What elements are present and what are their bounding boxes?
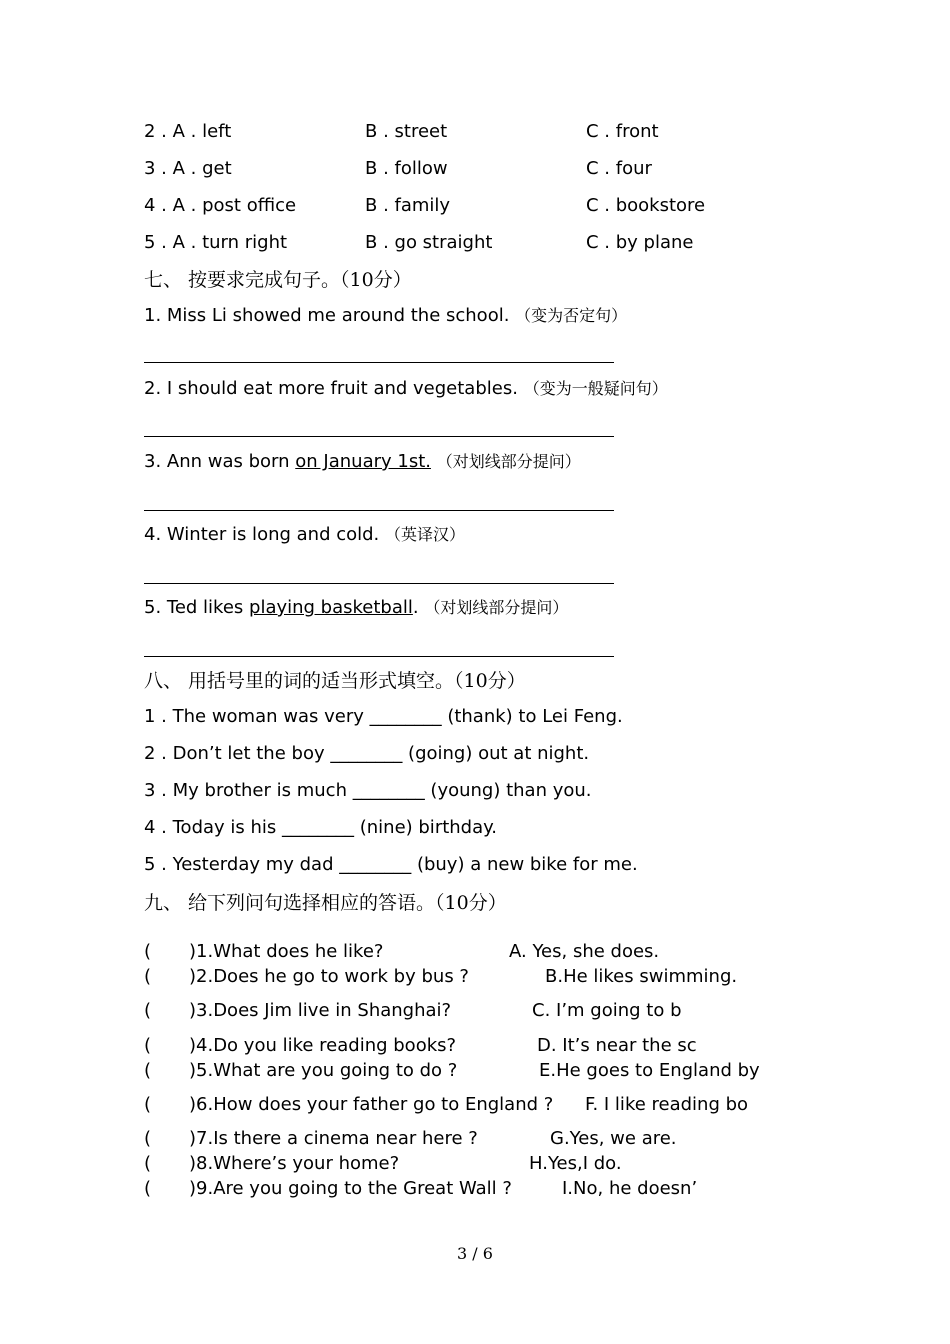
answer-bracket[interactable]: ( [144,966,152,987]
match-answer: A. Yes, she does. [509,941,660,962]
instruction-note: （对划线部分提问） [436,452,581,471]
section9-heading: 九、 给下列问句选择相应的答语。（10分） [144,892,507,914]
item-text: 4. Winter is long and cold. [144,524,380,545]
match-question: )4.Do you like reading books? [189,1035,457,1056]
item-text-end: . [412,597,419,618]
option-c: C . bookstore [586,195,706,216]
option-a: 3 . A . get [144,158,232,179]
match-answer: C. I’m going to b [532,1000,682,1021]
option-b: B . street [365,121,448,142]
section8-item-2: 2 . Don’t let the boy ________ (going) out at night. [144,743,590,764]
answer-bracket[interactable]: ( [144,1128,152,1149]
section7-item-1 [144,305,627,327]
match-question: )2.Does he go to work by bus ? [189,966,469,987]
option-a: 2 . A . left [144,121,232,142]
item-text: 5. Ted likes [144,597,250,618]
section8-item-1: 1 . The woman was very ________ (thank) to Lei Feng. [144,706,623,727]
answer-bracket[interactable]: ( [144,1178,152,1199]
item-text: 2. I should eat more fruit and vegetables. [144,378,518,399]
section7-item-4 [144,524,465,546]
section7-item-3 [144,451,581,473]
section7-heading: 七、 按要求完成句子。（10分） [144,269,412,291]
match-question: )6.How does your father go to England ? [189,1094,554,1115]
section8-item-4: 4 . Today is his ________ (nine) birthday. [144,817,497,838]
answer-bracket[interactable]: ( [144,1000,152,1021]
answer-bracket[interactable]: ( [144,1060,152,1081]
answer-line[interactable] [144,656,614,657]
match-answer: B.He likes swimming. [545,966,738,987]
match-answer: I.No, he doesn’ [562,1178,698,1199]
answer-bracket[interactable]: ( [144,1094,152,1115]
option-b: B . follow [365,158,448,179]
match-question: )9.Are you going to the Great Wall ? [189,1178,512,1199]
answer-line[interactable] [144,362,614,363]
match-answer: E.He goes to England by [539,1060,760,1081]
match-question: )1.What does he like? [189,941,384,962]
match-answer: F. I like reading bo [585,1094,749,1115]
match-answer: D. It’s near the sc [537,1035,697,1056]
section8-item-5: 5 . Yesterday my dad ________ (buy) a new bike for me. [144,854,638,875]
item-text: 1. Miss Li showed me around the school. [144,305,510,326]
option-b: B . go straight [365,232,493,253]
instruction-note: （变为否定句） [515,306,628,325]
answer-bracket[interactable]: ( [144,1153,152,1174]
instruction-note: （英译汉） [385,525,466,544]
section7-item-2 [144,378,668,400]
answer-line[interactable] [144,436,614,437]
answer-line[interactable] [144,510,614,511]
item-text: 3. Ann was born [144,451,296,472]
option-c: C . four [586,158,652,179]
match-question: )3.Does Jim live in Shanghai? [189,1000,452,1021]
answer-line[interactable] [144,583,614,584]
answer-bracket[interactable]: ( [144,941,152,962]
option-a: 4 . A . post office [144,195,297,216]
match-question: )7.Is there a cinema near here ? [189,1128,478,1149]
option-a: 5 . A . turn right [144,232,288,253]
section8-heading: 八、 用括号里的词的适当形式填空。（10分） [144,670,526,692]
match-answer: H.Yes,I do. [529,1153,622,1174]
match-answer: G.Yes, we are. [550,1128,677,1149]
option-c: C . by plane [586,232,694,253]
match-question: )5.What are you going to do ? [189,1060,458,1081]
section7-item-5 [144,597,568,619]
option-b: B . family [365,195,451,216]
page-number: 3 / 6 [457,1244,493,1263]
match-question: )8.Where’s your home? [189,1153,400,1174]
answer-bracket[interactable]: ( [144,1035,152,1056]
instruction-note: （对划线部分提问） [424,598,569,617]
underlined-text: on January 1st. [295,451,431,472]
instruction-note: （变为一般疑问句） [523,379,668,398]
section8-item-3: 3 . My brother is much ________ (young) than you. [144,780,592,801]
option-c: C . front [586,121,659,142]
underlined-text: playing basketball [249,597,413,618]
